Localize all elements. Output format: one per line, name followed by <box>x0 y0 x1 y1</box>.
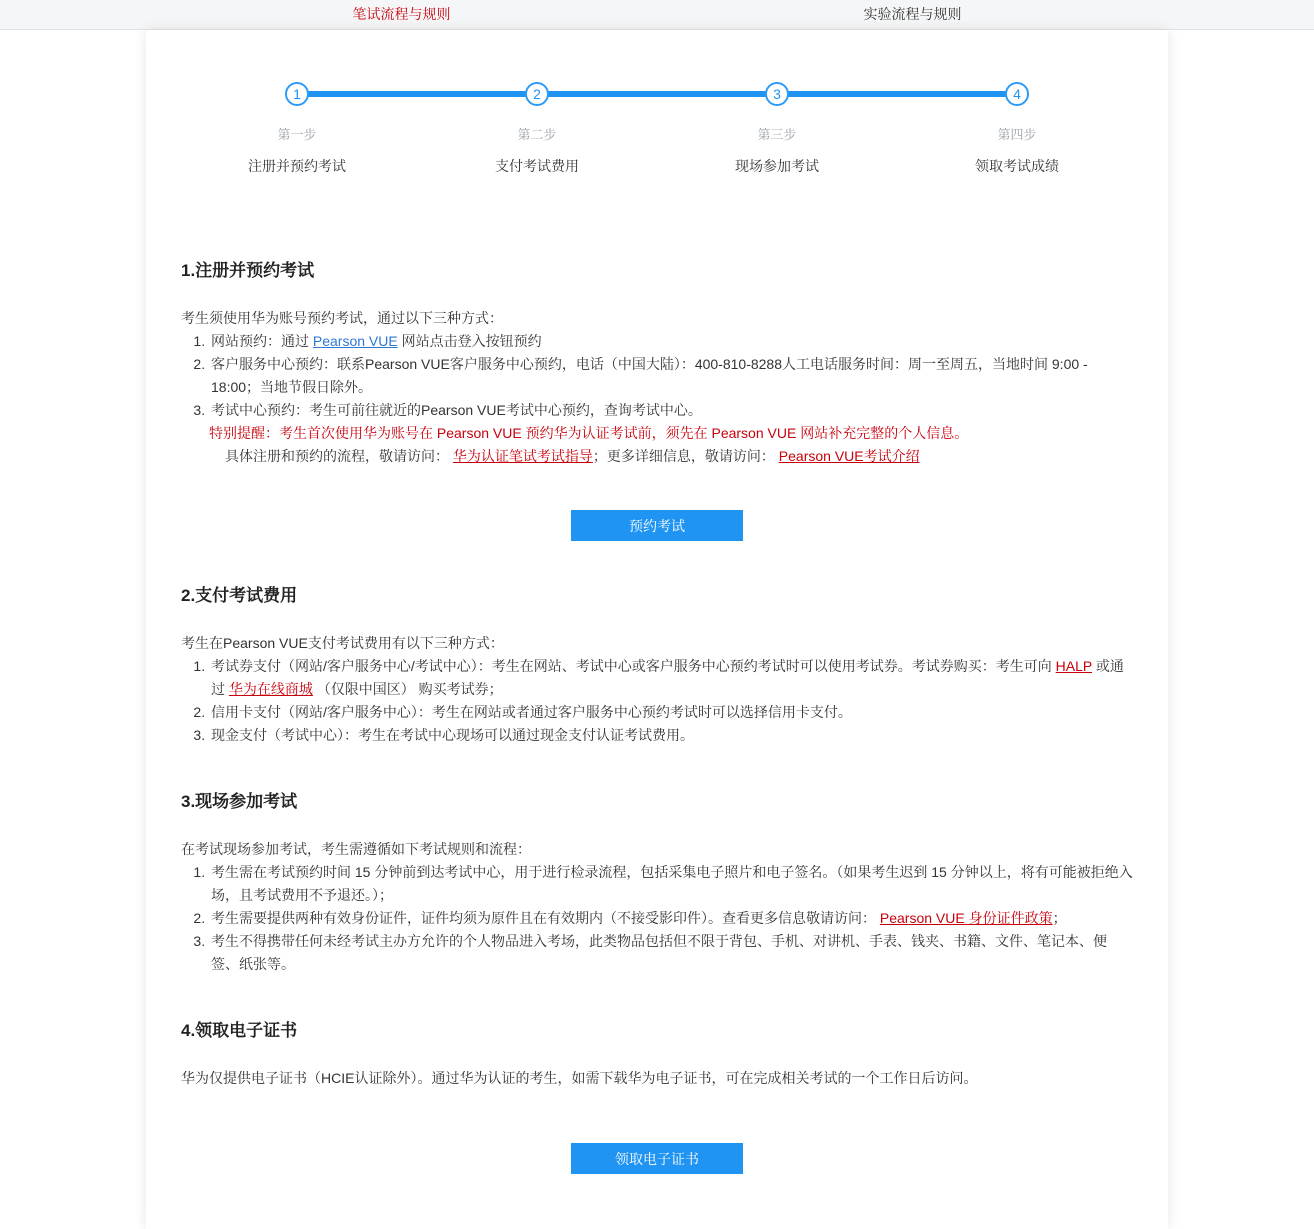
section-attend <box>181 787 1133 976</box>
note-line <box>209 422 1133 445</box>
list-item: 3. 考生不得携带任何未经考试主办方允许的个人物品进入考场，此类物品包括但不限于背包、手机、对讲机、手表、钱夹、书籍、文件、笔记本、便签、纸张等。 <box>209 930 1133 976</box>
exam-steps-progress <box>248 82 1059 194</box>
section-register <box>181 256 1133 541</box>
step-3-number-badge: 3 <box>765 82 789 106</box>
step-4-label: 第四步 <box>997 127 1037 142</box>
step-2-label: 第二步 <box>517 127 557 142</box>
text-link[interactable]: Pearson VUE <box>312 333 398 349</box>
section-pay-heading: 2.支付考试费用 <box>181 586 298 605</box>
text-link[interactable]: Pearson VUE 身份证件政策 <box>879 910 1053 926</box>
step-1 <box>248 82 346 174</box>
step-4-number-badge: 4 <box>1005 82 1029 106</box>
list-item: 3. 现金支付（考试中心）：考生在考试中心现场可以通过现金支付认证考试费用。 <box>209 724 1133 747</box>
note-line: 具体注册和预约的流程，敬请访问： 华为认证笔试考试指导；更多详细信息，敬请访问： Pearson VUE考试介绍 <box>225 448 920 464</box>
section-pay <box>181 581 1133 747</box>
step-4 <box>975 82 1059 174</box>
step-2-number-badge: 2 <box>525 82 549 106</box>
get-certificate-button[interactable]: 领取电子证书 <box>571 1143 743 1174</box>
sections-container <box>181 256 1133 1174</box>
step-1-title: 注册并预约考试 <box>248 158 346 174</box>
tab-bar-inner <box>146 0 1168 29</box>
top-tab-bar <box>0 0 1314 30</box>
section-certificate-intro: 华为仅提供电子证书（HCIE认证除外）。通过华为认证的考生，如需下载华为电子证书，可在完成相关考试的一个工作日后访问。 <box>181 1070 978 1086</box>
step-3 <box>735 82 819 174</box>
tab-lab-exam-rules[interactable]: 实验流程与规则 <box>863 6 962 22</box>
section-register-heading: 1.注册并预约考试 <box>181 261 315 280</box>
text-link[interactable]: Pearson VUE考试介绍 <box>778 448 920 464</box>
step-2 <box>495 82 579 174</box>
exam-process-card <box>146 30 1168 1229</box>
list-item: 3. 考试中心预约：考生可前往就近的Pearson VUE考试中心预约，查询考试中心。 <box>209 399 1133 422</box>
step-3-title: 现场参加考试 <box>735 158 819 174</box>
text-link[interactable]: 华为在线商城 <box>228 681 313 697</box>
section-certificate-heading: 4.领取电子证书 <box>181 1021 298 1040</box>
step-1-label: 第一步 <box>277 127 317 142</box>
section-register-button-row <box>181 510 1133 541</box>
section-attend-list <box>181 861 1133 976</box>
list-item: 2. 信用卡支付（网站/客户服务中心）：考生在网站或者通过客户服务中心预约考试时可以选择信用卡支付。 <box>209 701 1133 724</box>
list-item: 2. 考生需要提供两种有效身份证件，证件均须为原件且在有效期内（不接受影印件）。查看更多信息敬请访问： Pearson VUE 身份证件政策； <box>209 907 1133 930</box>
step-3-label: 第三步 <box>757 127 797 142</box>
text-link[interactable]: 华为认证笔试考试指导 <box>452 448 593 464</box>
step-1-number-badge: 1 <box>285 82 309 106</box>
section-attend-intro: 在考试现场参加考试，考生需遵循如下考试规则和流程： <box>181 841 531 857</box>
step-2-title: 支付考试费用 <box>495 158 579 174</box>
stepper-steps <box>248 82 1059 174</box>
list-item: 1. 网站预约：通过 Pearson VUE 网站点击登入按钮预约 <box>209 330 1133 353</box>
page-background <box>0 30 1314 1229</box>
section-register-intro: 考生须使用华为账号预约考试，通过以下三种方式： <box>181 310 503 326</box>
tab-written-exam-rules[interactable]: 笔试流程与规则 <box>352 6 451 22</box>
step-4-title: 领取考试成绩 <box>975 158 1059 174</box>
section-register-notes <box>209 422 1133 468</box>
section-pay-list <box>181 655 1133 747</box>
section-register-list <box>181 330 1133 422</box>
list-item: 1. 考生需在考试预约时间 15 分钟前到达考试中心，用于进行检录流程，包括采集电子照片和电子签名。（如果考生迟到 15 分钟以上，将有可能被拒绝入场，且考试费用不予退还。）； <box>209 861 1133 907</box>
section-attend-heading: 3.现场参加考试 <box>181 792 298 811</box>
section-certificate <box>181 1016 1133 1174</box>
section-pay-intro: 考生在Pearson VUE支付考试费用有以下三种方式： <box>181 635 504 651</box>
section-certificate-button-row <box>181 1143 1133 1174</box>
book-exam-button[interactable]: 预约考试 <box>571 510 743 541</box>
alert-text: 特别提醒：考生首次使用华为账号在 Pearson VUE 预约华为认证考试前，须先在 Pearson VUE 网站补充完整的个人信息。 <box>209 425 969 441</box>
list-item: 2. 客户服务中心预约：联系Pearson VUE客户服务中心预约，电话（中国大陆）：400-810-8288人工电话服务时间：周一至周五，当地时间 9:00 - 18:00；当地节假日除外。 <box>209 353 1133 399</box>
text-link[interactable]: HALP <box>1055 658 1092 674</box>
list-item: 1. 考试券支付（网站/客户服务中心/考试中心）：考生在网站、考试中心或客户服务中心预约考试时可以使用考试券。考试券购买：考生可向 HALP 或通过 华为在线商城 （仅限中国区） 购买考试券； <box>209 655 1133 701</box>
